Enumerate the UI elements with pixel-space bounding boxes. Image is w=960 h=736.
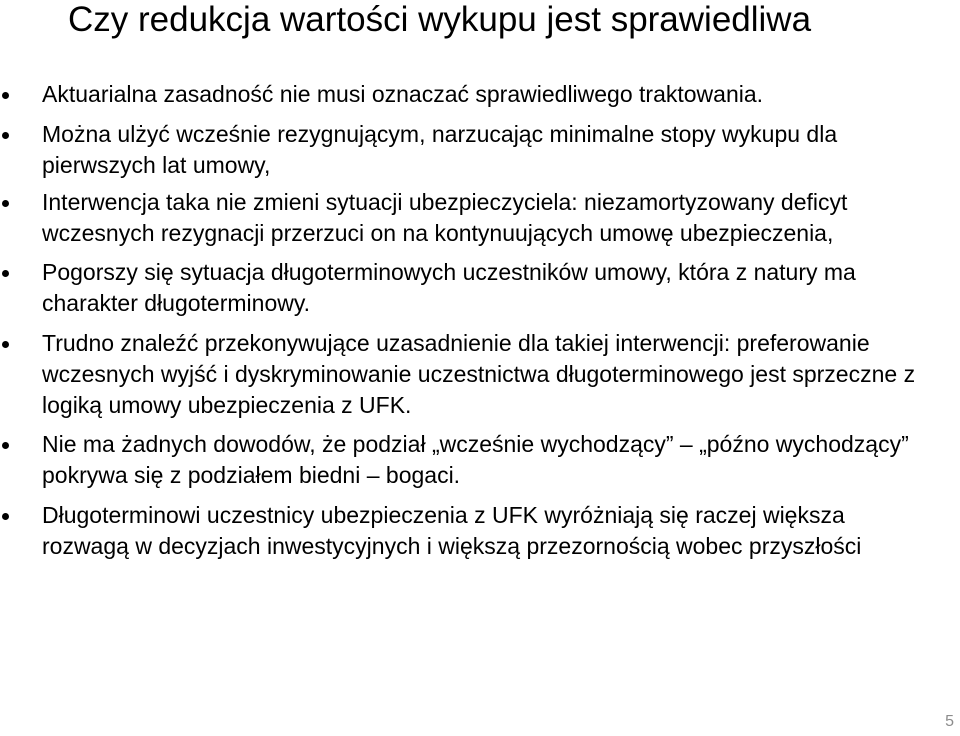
bullet-text: Aktuarialna zasadność nie musi oznaczać sprawiedliwego traktowania. [42,81,764,107]
bullet-dot-icon [2,442,9,449]
slide-title: Czy redukcja wartości wykupu jest sprawiedliwa [68,0,812,39]
bullet-item [0,79,922,110]
bullet-item [0,500,922,562]
bullet-list [0,79,960,571]
bullet-dot-icon [2,92,9,99]
bullet-item [0,328,922,421]
bullet-dot-icon [2,200,9,207]
bullet-text: Nie ma żadnych dowodów, że podział „wcześnie wychodzący” – „późno wychodzący” pokrywa się z podziałem biedni – bogaci. [42,431,909,488]
bullet-item [0,429,922,491]
bullet-dot-icon [2,513,9,520]
bullet-dot-icon [2,270,9,277]
bullet-item [0,119,922,181]
bullet-text: Trudno znaleźć przekonywujące uzasadnienie dla takiej interwencji: preferowanie wczesnych wyjść i dyskryminowanie uczestnictwa długoterminowego jest sprzeczne z logiką umowy ubezpieczenia z UFK. [42,330,916,418]
bullet-dot-icon [2,132,9,139]
bullet-text: Interwencja taka nie zmieni sytuacji ubezpieczyciela: niezamortyzowany deficyt wczesnych rezygnacji przerzuci on na kontynuujących umowę ubezpieczenia, [42,189,848,246]
bullet-item [0,187,922,249]
bullet-item [0,257,922,319]
bullet-text: Długoterminowi uczestnicy ubezpieczenia z UFK wyróżniają się raczej większa rozwagą w decyzjach inwestycyjnych i większą przezornością wobec przyszłości [42,502,862,559]
page-number: 5 [945,713,954,730]
bullet-dot-icon [2,341,9,348]
bullet-text: Można ulżyć wcześnie rezygnującym, narzucając minimalne stopy wykupu dla pierwszych lat umowy, [42,121,838,178]
bullet-text: Pogorszy się sytuacja długoterminowych uczestników umowy, która z natury ma charakter długoterminowy. [42,259,856,316]
